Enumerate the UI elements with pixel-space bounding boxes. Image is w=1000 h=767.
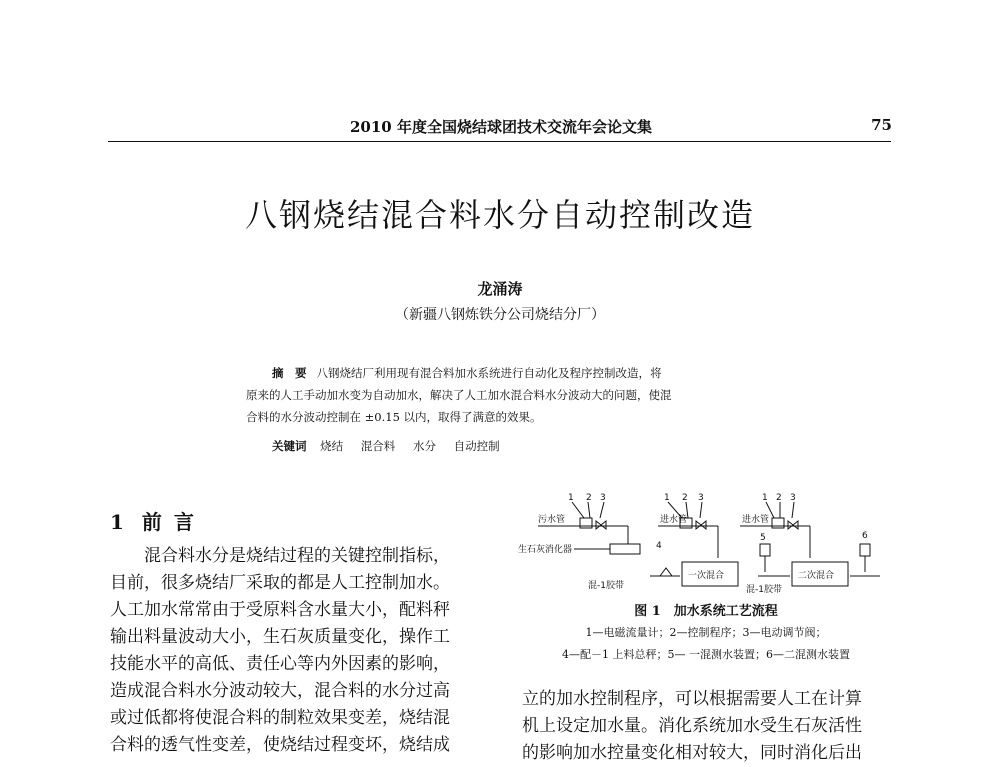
- body-line: 造成混合料水分波动较大，混合料的水分过高: [110, 681, 450, 701]
- body-line: 或过低都将使混合料的制粒效果变差，烧结混: [110, 708, 450, 728]
- abstract-line-3: 合料的水分波动控制在 ±0.15 以内，取得了满意的效果。: [246, 410, 542, 424]
- abstract-line-2: 原来的人工手动加水变为自动加水，解决了人工加水混合料水分波动大的问题，使混: [246, 388, 672, 402]
- body-line: 机上设定加水量。消化系统加水受生石灰活性: [522, 716, 862, 736]
- callout-3: 3: [698, 493, 704, 503]
- keyword: 混合料: [360, 439, 396, 453]
- callout-3: 3: [600, 493, 606, 503]
- label-belt-1: 混-1胶带: [588, 581, 624, 591]
- figure-caption: 图 1 加水系统工艺流程: [634, 604, 778, 619]
- valve-shape: [696, 521, 706, 529]
- paper-title: 八钢烧结混合料水分自动控制改造: [244, 196, 755, 234]
- callout-3: 3: [790, 493, 796, 503]
- label-mixer-1: 一次混合: [688, 571, 725, 581]
- body-line: 合料的透气性变差，使烧结过程变坏，烧结成: [110, 735, 450, 755]
- moisture-gauge-2-shape: [860, 544, 870, 556]
- label-inlet-pipe-1: 进水管: [660, 515, 688, 525]
- valve-shape: [596, 521, 606, 529]
- paper-affiliation: （新疆八钢炼铁分公司烧结分厂）: [395, 307, 605, 323]
- body-line: 人工加水常常由于受原料含水量大小，配料秤: [110, 600, 450, 620]
- body-line: 目前，很多烧结厂采取的都是人工控制加水。: [110, 573, 450, 593]
- figure-legend-line: 1—电磁流量计；2—控制程序；3—电动调节阀；: [585, 626, 827, 639]
- keywords-label: 关键词: [272, 439, 307, 453]
- left-column-text: [110, 543, 490, 759]
- belt-scale-shape: [660, 568, 672, 576]
- callout-5: 5: [760, 533, 766, 543]
- body-line: 输出料量波动大小，生石灰质量变化，操作工: [110, 627, 450, 647]
- callout-6: 6: [862, 531, 868, 541]
- process-flow-diagram: [510, 488, 890, 604]
- moisture-gauge-1-shape: [760, 544, 770, 556]
- callout-2: 2: [776, 493, 782, 503]
- proceedings-title: 2010 年度全国烧结球团技术交流年会论文集: [350, 118, 652, 136]
- right-column-text: [522, 686, 894, 767]
- lime-digester-shape: [610, 544, 640, 554]
- callout-1: 1: [664, 493, 670, 503]
- process-flow-figure: [510, 488, 890, 604]
- body-line: 立的加水控制程序，可以根据需要人工在计算: [522, 689, 862, 709]
- section-number: 1: [110, 510, 124, 534]
- keyword: 自动控制: [453, 439, 500, 453]
- figure-legend: [522, 622, 890, 666]
- header-rule: [108, 141, 891, 142]
- callout-2: 2: [586, 493, 592, 503]
- body-line: 混合料水分是烧结过程的关键控制指标，: [144, 546, 450, 566]
- abstract-line-1: 摘 要 八钢烧结厂利用现有混合料加水系统进行自动化及程序控制改造，将: [272, 366, 662, 380]
- section-heading: [110, 506, 206, 535]
- page-number: 75: [871, 116, 892, 134]
- label-mixer-2: 二次混合: [798, 571, 835, 581]
- callout-1: 1: [568, 493, 574, 503]
- label-dirty-water-pipe: 污水管: [538, 515, 566, 525]
- callout-4: 4: [656, 541, 662, 551]
- body-line: 技能水平的高低、责任心等内外因素的影响，: [110, 654, 450, 674]
- figure-legend-line: 4—配－1 上料总秤；5— 一混测水装置；6—二混测水装置: [562, 648, 850, 661]
- running-header: [110, 116, 892, 138]
- abstract-label: 摘 要: [272, 366, 307, 380]
- abstract: [246, 362, 766, 428]
- body-line: 的影响加水控量变化相对较大，同时消化后出: [522, 743, 862, 763]
- section-title: 前言: [141, 510, 206, 534]
- keyword: 烧结: [320, 439, 344, 453]
- label-inlet-pipe-2: 进水管: [742, 515, 770, 525]
- callout-1: 1: [762, 493, 768, 503]
- label-belt-2: 混-1胶带: [746, 585, 782, 595]
- callout-2: 2: [682, 493, 688, 503]
- paper-author: 龙涌涛: [477, 280, 523, 298]
- valve-shape: [788, 521, 798, 529]
- keywords: [272, 438, 514, 454]
- keyword: 水分: [412, 439, 436, 453]
- label-lime-digester: 生石灰消化器: [518, 545, 573, 555]
